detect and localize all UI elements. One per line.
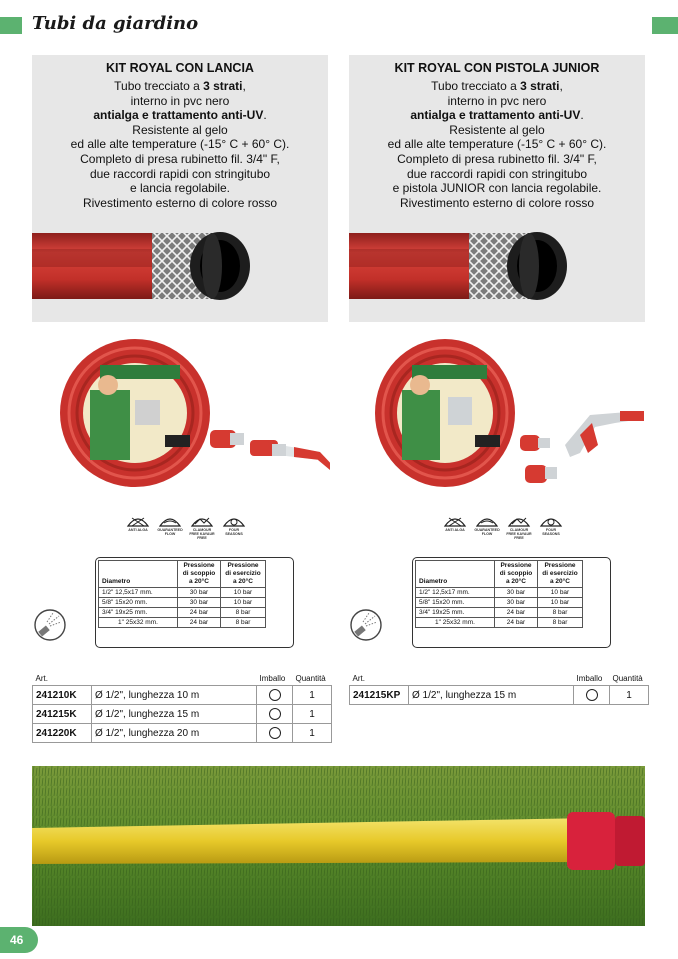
pressure-table [98,560,266,628]
article-quantity: 1 [293,724,332,743]
article-code: 241215K [33,705,92,724]
four-seasons-icon: FOUR SEASONS [537,514,565,540]
desc-line: Completo di presa rubinetto fil. 3/4" F, [80,151,280,166]
article-description: Ø 1/2", lunghezza 10 m [92,686,257,705]
table-header: Pressione di esercizio a 20°C [221,561,266,588]
article-description: Ø 1/2", lunghezza 20 m [92,724,257,743]
article-code: 241220K [33,724,92,743]
table-row: 3/4" 19x25 mm. 24 bar 8 bar [416,608,583,618]
article-code: 241210K [33,686,92,705]
package-icon [257,686,293,705]
table-header: Quantità [610,672,649,686]
kink-free-icon: CLAMOUR FREE KAYAUR FREE [188,514,216,540]
desc-line: Rivestimento esterno di colore rosso [399,195,595,210]
table-header: Quantità [293,672,332,686]
article-quantity: 1 [293,705,332,724]
table-header [409,672,574,686]
hose-on-grass-image [32,766,645,926]
table-row: 1" 25x32 mm. 24 bar 8 bar [99,618,266,628]
page-title: Tubi da giardino [32,13,199,34]
article-table-left [32,672,332,743]
package-icon [257,705,293,724]
article-quantity: 1 [293,686,332,705]
pressure-table [415,560,583,628]
desc-line: Resistente al gelo [132,122,228,137]
table-row: 5/8" 15x20 mm. 30 bar 10 bar [416,598,583,608]
desc-line: Resistente al gelo [449,122,545,137]
header-tab-left [0,17,22,34]
anti-algae-icon: ANTI ALGA [124,514,152,540]
product-title: KIT ROYAL CON LANCIA [106,61,254,75]
anti-algae-icon: ANTI ALGA [441,514,469,540]
table-row: 3/4" 19x25 mm. 24 bar 8 bar [99,608,266,618]
desc-line: Completo di presa rubinetto fil. 3/4" F, [397,151,597,166]
hose-reel-kit-lancia-image [50,335,330,505]
package-icon [257,724,293,743]
desc-line: e lancia regolabile. [129,181,231,196]
desc-line: ed alle alte temperature (-15° C + 60° C). [387,137,607,152]
table-row: 1/2" 12,5x17 mm. 30 bar 10 bar [416,588,583,598]
guaranteed-flow-icon: GUARANTEED FLOW [156,514,184,540]
header-tab-right [652,17,678,34]
article-table-right [349,672,649,705]
feature-icons-left [124,514,248,540]
table-row: 1" 25x32 mm. 24 bar 8 bar [416,618,583,628]
product-description [349,79,645,210]
package-icon [574,686,610,705]
article-description: Ø 1/2", lunghezza 15 m [409,686,574,705]
desc-line: ed alle alte temperature (-15° C + 60° C). [70,137,290,152]
table-row: 1/2" 12,5x17 mm. 30 bar 10 bar [99,588,266,598]
table-header: Imballo [574,672,610,686]
feature-icons-right [441,514,565,540]
desc-line: due raccordi rapidi con stringitubo [89,166,271,181]
desc-line: antialga e trattamento anti-UV. [93,108,267,123]
table-header [92,672,257,686]
hose-cross-section-image [349,221,645,311]
table-header: Imballo [257,672,293,686]
guaranteed-flow-icon: GUARANTEED FLOW [473,514,501,540]
table-row [33,705,332,724]
kink-free-icon: CLAMOUR FREE KAYAUR FREE [505,514,533,540]
product-description [32,79,328,210]
table-header: Art. [350,672,409,686]
table-header: Art. [33,672,92,686]
table-header: Diametro [99,561,178,588]
table-header: Pressione di scoppio a 20°C [495,561,538,588]
desc-line: Tubo trecciato a 3 strati, [431,79,563,93]
desc-line: due raccordi rapidi con stringitubo [406,166,588,181]
table-row: 5/8" 15x20 mm. 30 bar 10 bar [99,598,266,608]
desc-line: interno in pvc nero [130,93,230,108]
article-code: 241215KP [350,686,409,705]
article-quantity: 1 [610,686,649,705]
table-header: Pressione di scoppio a 20°C [178,561,221,588]
desc-line: antialga e trattamento anti-UV. [410,108,584,123]
table-row [33,724,332,743]
table-header: Pressione di esercizio a 20°C [538,561,583,588]
spray-nozzle-icon [33,608,67,642]
product-panel-pistola [349,55,645,322]
page-number: 46 [0,927,38,953]
table-row [350,686,649,705]
desc-line: e pistola JUNIOR con lancia regolabile. [392,181,602,196]
product-panel-lancia [32,55,328,322]
desc-line: Rivestimento esterno di colore rosso [82,195,278,210]
desc-line: interno in pvc nero [447,93,547,108]
spray-nozzle-icon [349,608,383,642]
desc-line: Tubo trecciato a 3 strati, [114,79,246,93]
article-description: Ø 1/2", lunghezza 15 m [92,705,257,724]
table-header: Diametro [416,561,495,588]
hose-cross-section-image [32,221,328,311]
hose-reel-kit-pistola-image [370,335,650,505]
table-row [33,686,332,705]
four-seasons-icon: FOUR SEASONS [220,514,248,540]
product-title: KIT ROYAL CON PISTOLA JUNIOR [394,61,600,75]
